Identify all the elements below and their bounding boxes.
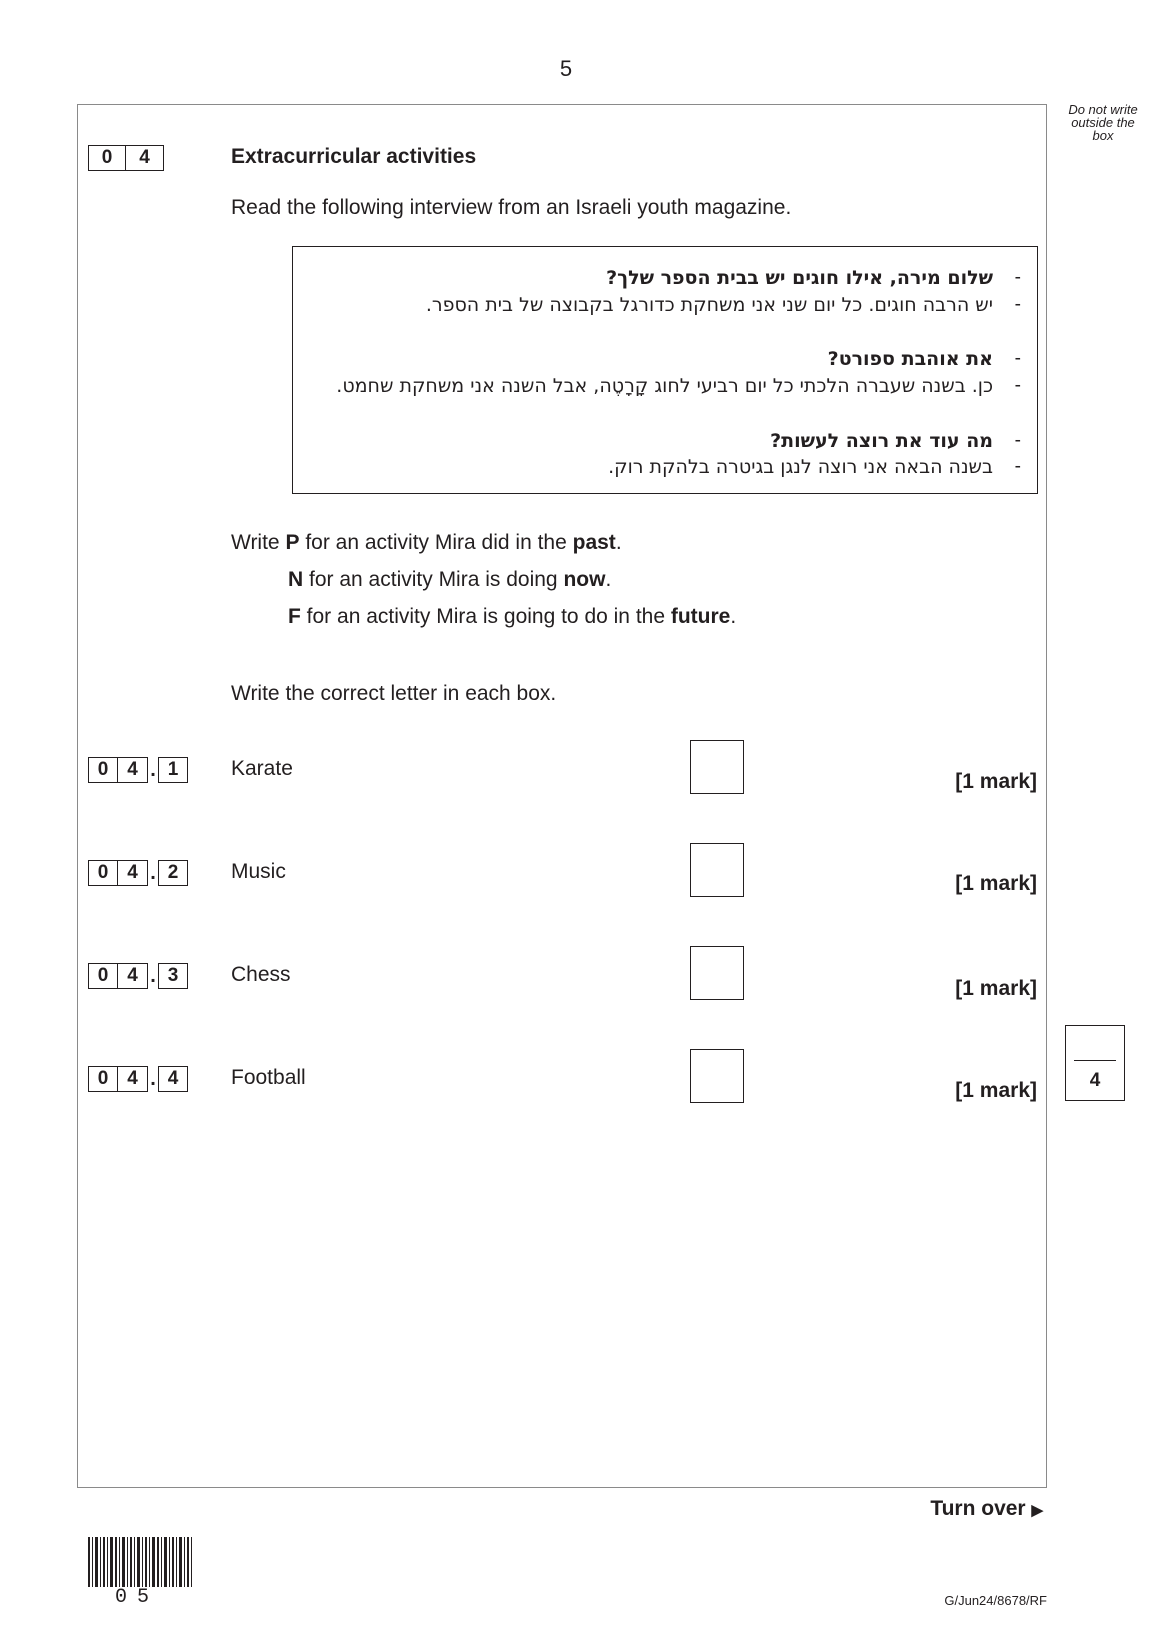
item-dot: . — [150, 1068, 156, 1090]
answer-box-karate[interactable] — [690, 740, 744, 794]
item-label-football: Football — [231, 1066, 306, 1089]
dash: - — [1014, 456, 1021, 477]
answer-box-chess[interactable] — [690, 946, 744, 1000]
item-digit: 4 — [118, 963, 148, 989]
mark-label: [1 mark] — [955, 1079, 1037, 1102]
instruction-text: for an activity Mira is going to do in the — [306, 605, 666, 628]
total-marks: 4 — [1089, 1070, 1101, 1091]
margin-note: Do not write outside the box — [1068, 102, 1138, 143]
instruction-future — [288, 605, 736, 629]
letter-f: F — [288, 605, 301, 628]
total-divider — [1074, 1060, 1116, 1061]
item-digit: 1 — [158, 757, 188, 783]
box-instruction: Write the correct letter in each box. — [231, 682, 557, 705]
item-dot: . — [150, 862, 156, 884]
item-digit: 4 — [118, 860, 148, 886]
item-number — [88, 860, 188, 886]
period: . — [605, 568, 612, 591]
play-arrow-icon: ▶ — [1031, 1502, 1043, 1519]
item-digit: 2 — [158, 860, 188, 886]
question-title: Extracurricular activities — [231, 145, 477, 168]
barcode-number: 05 — [115, 1586, 160, 1609]
instruction-word: Write — [231, 531, 280, 554]
letter-p: P — [285, 531, 300, 554]
question-digit: 4 — [126, 145, 164, 171]
interview-line: את אוהבת ספורט? — [827, 348, 993, 370]
interview-line: בשנה הבאה אני רוצה לנגן בגיטרה בלהקת רוק. — [608, 456, 993, 478]
question-number — [88, 145, 164, 171]
period: . — [615, 531, 622, 554]
instruction-now — [288, 568, 611, 592]
instruction-past — [231, 531, 622, 555]
mark-label: [1 mark] — [955, 770, 1037, 793]
paper-reference: G/Jun24/8678/RF — [944, 1593, 1047, 1608]
turn-over — [930, 1497, 1043, 1521]
item-label-karate: Karate — [231, 757, 293, 780]
keyword-past: past — [572, 531, 616, 554]
page-number: 5 — [559, 56, 573, 81]
dash: - — [1014, 430, 1021, 451]
keyword-now: now — [563, 568, 606, 591]
item-label-chess: Chess — [231, 963, 291, 986]
answer-box-football[interactable] — [690, 1049, 744, 1103]
total-marks-box — [1065, 1025, 1125, 1101]
item-digit: 0 — [88, 963, 118, 989]
keyword-future: future — [670, 605, 731, 628]
dash: - — [1014, 267, 1021, 288]
item-dot: . — [150, 759, 156, 781]
barcode — [88, 1537, 192, 1587]
letter-n: N — [288, 568, 304, 591]
mark-label: [1 mark] — [955, 977, 1037, 1000]
turn-over-label: Turn over — [930, 1497, 1026, 1520]
interview-line: מה עוד את רוצה לעשות? — [770, 430, 993, 452]
item-number — [88, 963, 188, 989]
item-digit: 0 — [88, 860, 118, 886]
item-label-music: Music — [231, 860, 286, 883]
instruction-text: for an activity Mira is doing — [309, 568, 558, 591]
question-intro: Read the following interview from an Israeli youth magazine. — [231, 196, 792, 219]
answer-box-music[interactable] — [690, 843, 744, 897]
item-digit: 0 — [88, 1066, 118, 1092]
item-number — [88, 757, 188, 783]
dash: - — [1014, 294, 1021, 315]
instruction-text: for an activity Mira did in the — [305, 531, 567, 554]
interview-line: כן. בשנה שעברה הלכתי כל יום רביעי לחוג קָרָטֶה, אבל השנה אני משחקת שחמט. — [336, 375, 993, 397]
item-dot: . — [150, 965, 156, 987]
item-digit: 4 — [118, 1066, 148, 1092]
period: . — [730, 605, 737, 628]
dash: - — [1014, 348, 1021, 369]
item-digit: 4 — [158, 1066, 188, 1092]
item-digit: 3 — [158, 963, 188, 989]
interview-box — [292, 246, 1038, 494]
item-digit: 0 — [88, 757, 118, 783]
item-number — [88, 1066, 188, 1092]
mark-label: [1 mark] — [955, 872, 1037, 895]
interview-line: יש הרבה חוגים. כל יום שני אני משחקת כדורגל בקבוצה של בית הספר. — [425, 294, 993, 316]
dash: - — [1014, 375, 1021, 396]
question-digit: 0 — [88, 145, 126, 171]
interview-line: שלום מירה, אילו חוגים יש בבית הספר שלך? — [606, 267, 993, 289]
item-digit: 4 — [118, 757, 148, 783]
